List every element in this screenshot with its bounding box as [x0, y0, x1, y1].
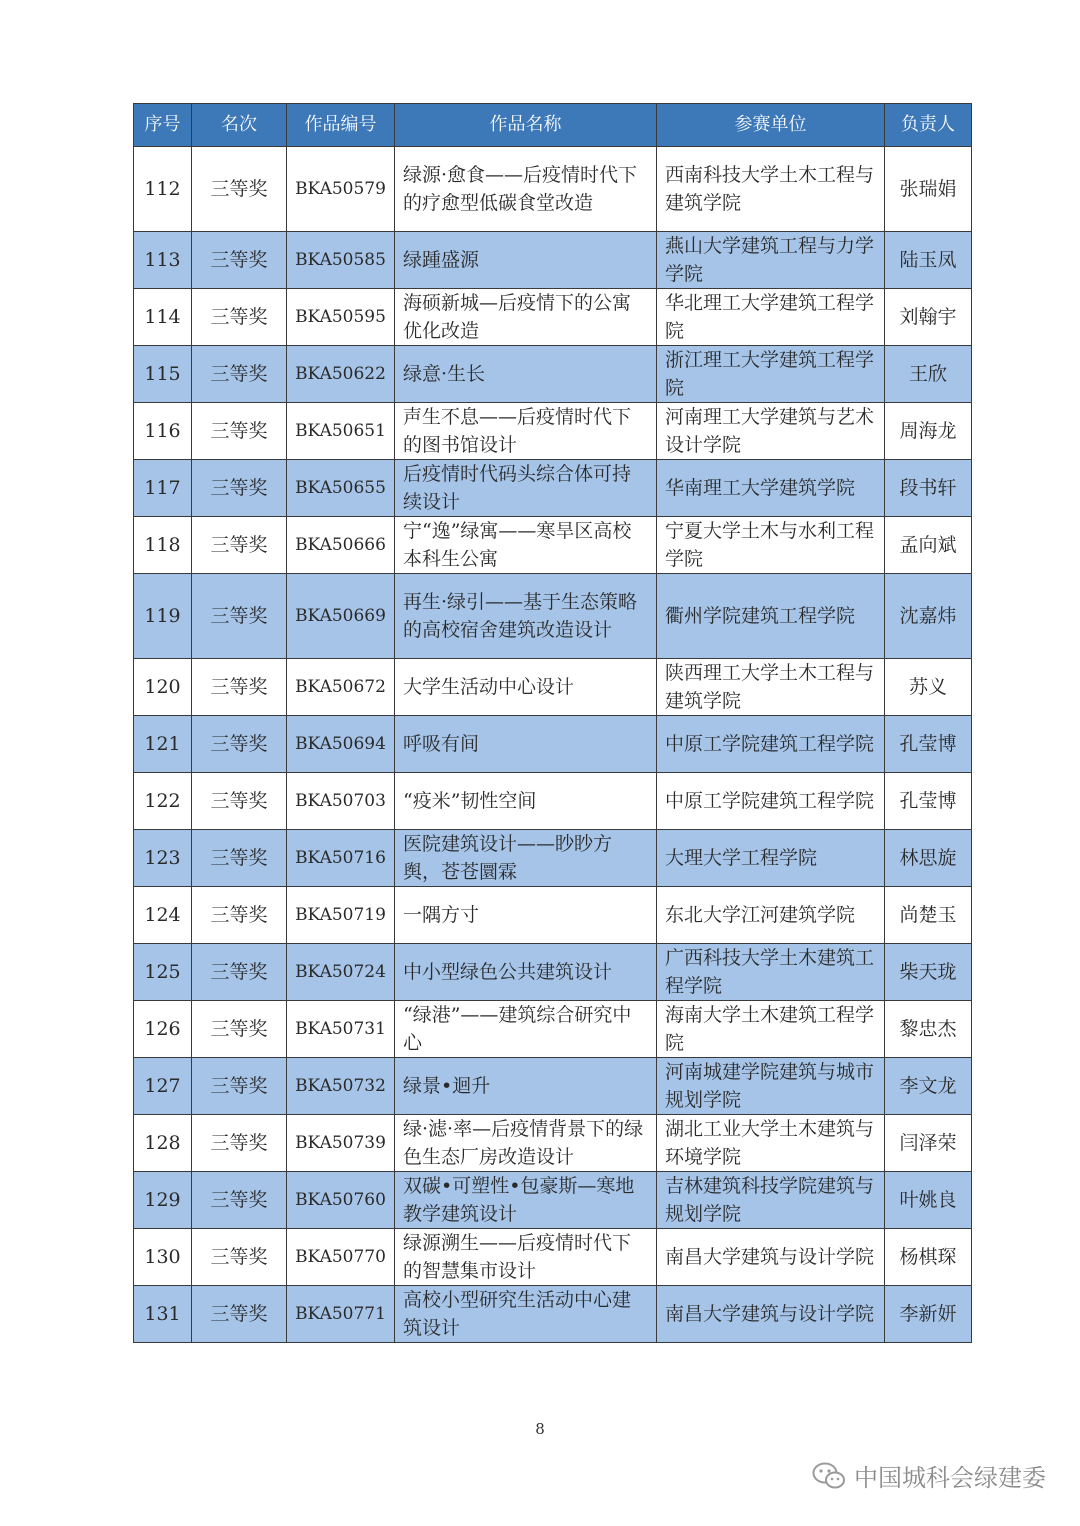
cell-organization: 陕西理工大学土木工程与建筑学院: [657, 659, 885, 716]
cell-organization: 湖北工业大学土木建筑与环境学院: [657, 1115, 885, 1172]
cell-index: 112: [134, 147, 192, 232]
cell-work-name: 后疫情时代码头综合体可持续设计: [395, 460, 657, 517]
cell-index: 116: [134, 403, 192, 460]
cell-index: 127: [134, 1058, 192, 1115]
cell-organization: 广西科技大学土木建筑工程学院: [657, 944, 885, 1001]
cell-work-name: 呼吸有间: [395, 716, 657, 773]
table-row: [134, 574, 972, 659]
cell-organization: 中原工学院建筑工程学院: [657, 773, 885, 830]
header-index: 序号: [134, 104, 192, 147]
cell-rank: 三等奖: [192, 517, 287, 574]
cell-rank: 三等奖: [192, 773, 287, 830]
table-row: [134, 460, 972, 517]
cell-index: 128: [134, 1115, 192, 1172]
cell-index: 113: [134, 232, 192, 289]
cell-work-name: 中小型绿色公共建筑设计: [395, 944, 657, 1001]
cell-index: 115: [134, 346, 192, 403]
cell-code: BKA50585: [287, 232, 395, 289]
cell-code: BKA50666: [287, 517, 395, 574]
cell-rank: 三等奖: [192, 460, 287, 517]
table-row: [134, 659, 972, 716]
cell-index: 122: [134, 773, 192, 830]
table-row: [134, 517, 972, 574]
cell-leader: 张瑞娟: [885, 147, 972, 232]
table-row: [134, 716, 972, 773]
table-row: [134, 1229, 972, 1286]
cell-organization: 河南城建学院建筑与城市规划学院: [657, 1058, 885, 1115]
cell-organization: 浙江理工大学建筑工程学院: [657, 346, 885, 403]
watermark-text: 中国城科会绿建委: [854, 1464, 1046, 1492]
cell-rank: 三等奖: [192, 944, 287, 1001]
cell-code: BKA50770: [287, 1229, 395, 1286]
header-work-name: 作品名称: [395, 104, 657, 147]
cell-organization: 衢州学院建筑工程学院: [657, 574, 885, 659]
cell-organization: 燕山大学建筑工程与力学学院: [657, 232, 885, 289]
cell-work-name: 声生不息——后疫情时代下的图书馆设计: [395, 403, 657, 460]
cell-rank: 三等奖: [192, 1286, 287, 1343]
cell-rank: 三等奖: [192, 1229, 287, 1286]
cell-rank: 三等奖: [192, 574, 287, 659]
cell-code: BKA50703: [287, 773, 395, 830]
cell-rank: 三等奖: [192, 1172, 287, 1229]
table-row: [134, 1001, 972, 1058]
cell-work-name: 双碳•可塑性•包豪斯—寒地教学建筑设计: [395, 1172, 657, 1229]
cell-index: 114: [134, 289, 192, 346]
table-row: [134, 346, 972, 403]
cell-code: BKA50719: [287, 887, 395, 944]
cell-code: BKA50655: [287, 460, 395, 517]
cell-code: BKA50595: [287, 289, 395, 346]
cell-index: 118: [134, 517, 192, 574]
cell-leader: 段书轩: [885, 460, 972, 517]
page-number: 8: [535, 1420, 545, 1438]
cell-organization: 大理大学工程学院: [657, 830, 885, 887]
cell-leader: 王欣: [885, 346, 972, 403]
cell-code: BKA50724: [287, 944, 395, 1001]
table-row: [134, 1172, 972, 1229]
table-row: [134, 232, 972, 289]
cell-work-name: 绿源·愈食——后疫情时代下的疗愈型低碳食堂改造: [395, 147, 657, 232]
cell-work-name: 绿源溯生——后疫情时代下的智慧集市设计: [395, 1229, 657, 1286]
cell-organization: 中原工学院建筑工程学院: [657, 716, 885, 773]
table-body: [134, 147, 972, 1343]
watermark: [812, 1458, 1046, 1493]
table-row: [134, 147, 972, 232]
table-row: [134, 830, 972, 887]
table-row: [134, 1058, 972, 1115]
cell-index: 121: [134, 716, 192, 773]
header-rank: 名次: [192, 104, 287, 147]
cell-work-name: 绿踵盛源: [395, 232, 657, 289]
table-row: [134, 1115, 972, 1172]
cell-work-name: “绿港”——建筑综合研究中心: [395, 1001, 657, 1058]
cell-index: 129: [134, 1172, 192, 1229]
cell-leader: 陆玉凤: [885, 232, 972, 289]
cell-index: 126: [134, 1001, 192, 1058]
cell-leader: 尚楚玉: [885, 887, 972, 944]
cell-rank: 三等奖: [192, 887, 287, 944]
cell-work-name: 宁“逸”绿寓——寒旱区高校本科生公寓: [395, 517, 657, 574]
table-row: [134, 289, 972, 346]
cell-leader: 孔莹博: [885, 716, 972, 773]
cell-work-name: 再生·绿引——基于生态策略的高校宿舍建筑改造设计: [395, 574, 657, 659]
cell-rank: 三等奖: [192, 716, 287, 773]
cell-code: BKA50672: [287, 659, 395, 716]
cell-organization: 华南理工大学建筑学院: [657, 460, 885, 517]
cell-work-name: 大学生活动中心设计: [395, 659, 657, 716]
cell-leader: 苏义: [885, 659, 972, 716]
cell-rank: 三等奖: [192, 830, 287, 887]
cell-rank: 三等奖: [192, 403, 287, 460]
cell-index: 125: [134, 944, 192, 1001]
cell-leader: 林思旋: [885, 830, 972, 887]
cell-code: BKA50716: [287, 830, 395, 887]
cell-leader: 黎忠杰: [885, 1001, 972, 1058]
cell-code: BKA50760: [287, 1172, 395, 1229]
cell-work-name: 绿景•迴升: [395, 1058, 657, 1115]
cell-organization: 西南科技大学土木工程与建筑学院: [657, 147, 885, 232]
cell-work-name: 绿·滤·率—后疫情背景下的绿色生态厂房改造设计: [395, 1115, 657, 1172]
cell-organization: 南昌大学建筑与设计学院: [657, 1229, 885, 1286]
cell-rank: 三等奖: [192, 346, 287, 403]
cell-organization: 华北理工大学建筑工程学院: [657, 289, 885, 346]
cell-work-name: 海硕新城—后疫情下的公寓优化改造: [395, 289, 657, 346]
cell-index: 117: [134, 460, 192, 517]
cell-work-name: “疫米”韧性空间: [395, 773, 657, 830]
cell-rank: 三等奖: [192, 659, 287, 716]
cell-leader: 孟向斌: [885, 517, 972, 574]
cell-organization: 海南大学土木建筑工程学院: [657, 1001, 885, 1058]
cell-work-name: 绿意·生长: [395, 346, 657, 403]
table-row: [134, 403, 972, 460]
cell-leader: 闫泽荣: [885, 1115, 972, 1172]
header-organization: 参赛单位: [657, 104, 885, 147]
cell-code: BKA50732: [287, 1058, 395, 1115]
cell-rank: 三等奖: [192, 1058, 287, 1115]
cell-code: BKA50669: [287, 574, 395, 659]
cell-code: BKA50771: [287, 1286, 395, 1343]
cell-rank: 三等奖: [192, 1115, 287, 1172]
table-row: [134, 773, 972, 830]
cell-organization: 河南理工大学建筑与艺术设计学院: [657, 403, 885, 460]
cell-organization: 南昌大学建筑与设计学院: [657, 1286, 885, 1343]
header-leader: 负责人: [885, 104, 972, 147]
cell-index: 119: [134, 574, 192, 659]
cell-leader: 李新妍: [885, 1286, 972, 1343]
cell-code: BKA50694: [287, 716, 395, 773]
cell-index: 123: [134, 830, 192, 887]
cell-index: 120: [134, 659, 192, 716]
cell-leader: 周海龙: [885, 403, 972, 460]
cell-index: 124: [134, 887, 192, 944]
cell-work-name: 一隅方寸: [395, 887, 657, 944]
table-row: [134, 944, 972, 1001]
awards-table: [133, 103, 972, 1343]
cell-rank: 三等奖: [192, 147, 287, 232]
cell-index: 131: [134, 1286, 192, 1343]
cell-organization: 东北大学江河建筑学院: [657, 887, 885, 944]
cell-code: BKA50622: [287, 346, 395, 403]
header-code: 作品编号: [287, 104, 395, 147]
cell-code: BKA50731: [287, 1001, 395, 1058]
cell-leader: 沈嘉炜: [885, 574, 972, 659]
cell-index: 130: [134, 1229, 192, 1286]
cell-leader: 柴天珑: [885, 944, 972, 1001]
cell-leader: 李文龙: [885, 1058, 972, 1115]
cell-code: BKA50579: [287, 147, 395, 232]
cell-rank: 三等奖: [192, 1001, 287, 1058]
table-row: [134, 887, 972, 944]
cell-leader: 孔莹博: [885, 773, 972, 830]
cell-leader: 杨棋琛: [885, 1229, 972, 1286]
cell-work-name: 高校小型研究生活动中心建筑设计: [395, 1286, 657, 1343]
cell-organization: 吉林建筑科技学院建筑与规划学院: [657, 1172, 885, 1229]
table-row: [134, 1286, 972, 1343]
cell-leader: 叶姚良: [885, 1172, 972, 1229]
cell-code: BKA50739: [287, 1115, 395, 1172]
cell-organization: 宁夏大学土木与水利工程学院: [657, 517, 885, 574]
cell-rank: 三等奖: [192, 232, 287, 289]
cell-code: BKA50651: [287, 403, 395, 460]
cell-rank: 三等奖: [192, 289, 287, 346]
wechat-icon: [812, 1461, 846, 1491]
table-header-row: [134, 104, 972, 147]
cell-work-name: 医院建筑设计——眇眇方舆，苍苍圜霖: [395, 830, 657, 887]
cell-leader: 刘翰宇: [885, 289, 972, 346]
